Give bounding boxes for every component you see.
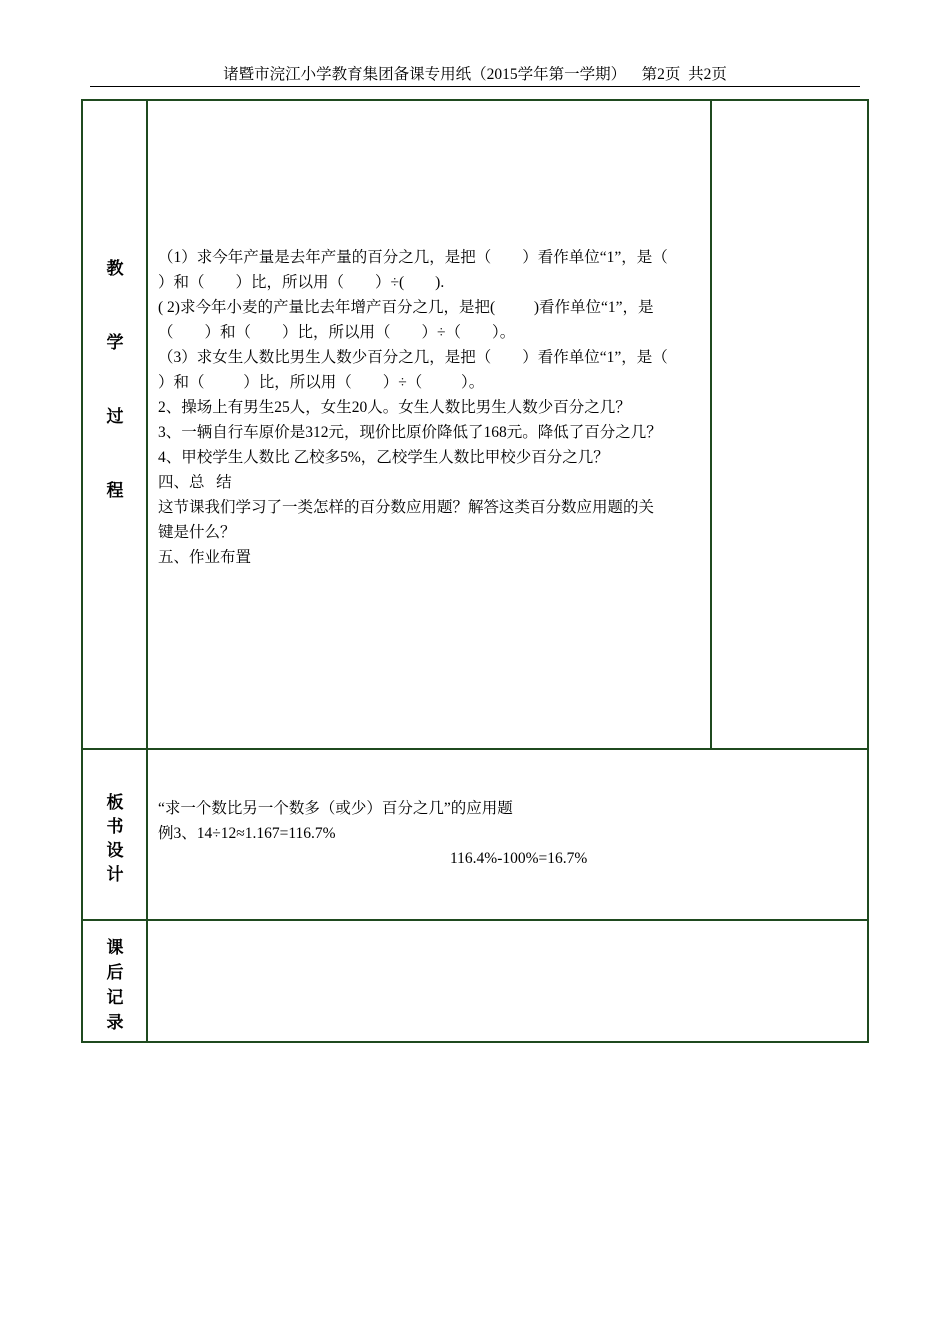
process-content: [158, 245, 708, 570]
board-label: [83, 788, 147, 888]
board-label-char: 设: [106, 841, 124, 861]
page-header: 诸暨市浣江小学教育集团备课专用纸（2015学年第一学期） 第2页 共2页: [223, 66, 727, 83]
after-class-label-char: 课: [106, 938, 124, 958]
process-line: 键是什么？: [158, 524, 236, 541]
board-label-char: 板: [106, 793, 124, 813]
process-label-char: 程: [106, 481, 124, 501]
process-line: 这节课我们学习了一类怎样的百分数应用题？解答这类百分数应用题的关: [158, 499, 655, 516]
process-line: ）和（ ）比，所以用（ ）÷( ).: [158, 274, 445, 291]
process-line: （ ）和（ ）比，所以用（ ）÷（ ）。: [158, 324, 516, 341]
header-rule: [90, 86, 860, 87]
process-label-char: 学: [106, 333, 124, 353]
row-divider-1: [82, 748, 868, 750]
notes-column-divider: [710, 100, 712, 750]
process-line: 五、作业布置: [158, 549, 252, 566]
process-label: [83, 250, 147, 510]
process-line: 3、一辆自行车原价是312元，现价比原价降低了168元。降低了百分之几？: [158, 424, 662, 441]
after-class-label-char: 录: [106, 1013, 124, 1033]
board-content: [158, 796, 858, 871]
process-label-char: 教: [106, 259, 124, 279]
process-line: 四、总 结: [158, 474, 232, 491]
lesson-plan-table: [81, 99, 869, 1043]
board-line-2: 116.4%-100%=16.7%: [450, 850, 588, 867]
row-divider-2: [82, 919, 868, 921]
process-line: 4、甲校学生人数比 乙校多5%，乙校学生人数比甲校少百分之几？: [158, 449, 609, 466]
process-line: ）和（ ）比，所以用（ ）÷（ ）。: [158, 374, 485, 391]
process-line: （1）求今年产量是去年产量的百分之几，是把（ ）看作单位“1”，是（: [158, 249, 668, 266]
board-label-char: 计: [106, 865, 124, 885]
label-column-divider: [146, 100, 148, 1042]
board-label-char: 书: [106, 817, 124, 837]
board-title: “求一个数比另一个数多（或少）百分之几”的应用题: [158, 800, 513, 817]
after-class-label-char: 后: [106, 963, 124, 983]
process-line: 2、操场上有男生25人，女生20人。女生人数比男生人数少百分之几？: [158, 399, 631, 416]
process-line: ( 2)求今年小麦的产量比去年增产百分之几，是把( )看作单位“1”，是: [158, 299, 654, 316]
after-class-label: [83, 933, 147, 1033]
process-line: （3）求女生人数比男生人数少百分之几，是把（ ）看作单位“1”，是（: [158, 349, 668, 366]
process-label-char: 过: [106, 407, 124, 427]
board-line-1: 例3、14÷12≈1.167=116.7%: [158, 825, 336, 842]
after-class-label-char: 记: [106, 988, 124, 1008]
